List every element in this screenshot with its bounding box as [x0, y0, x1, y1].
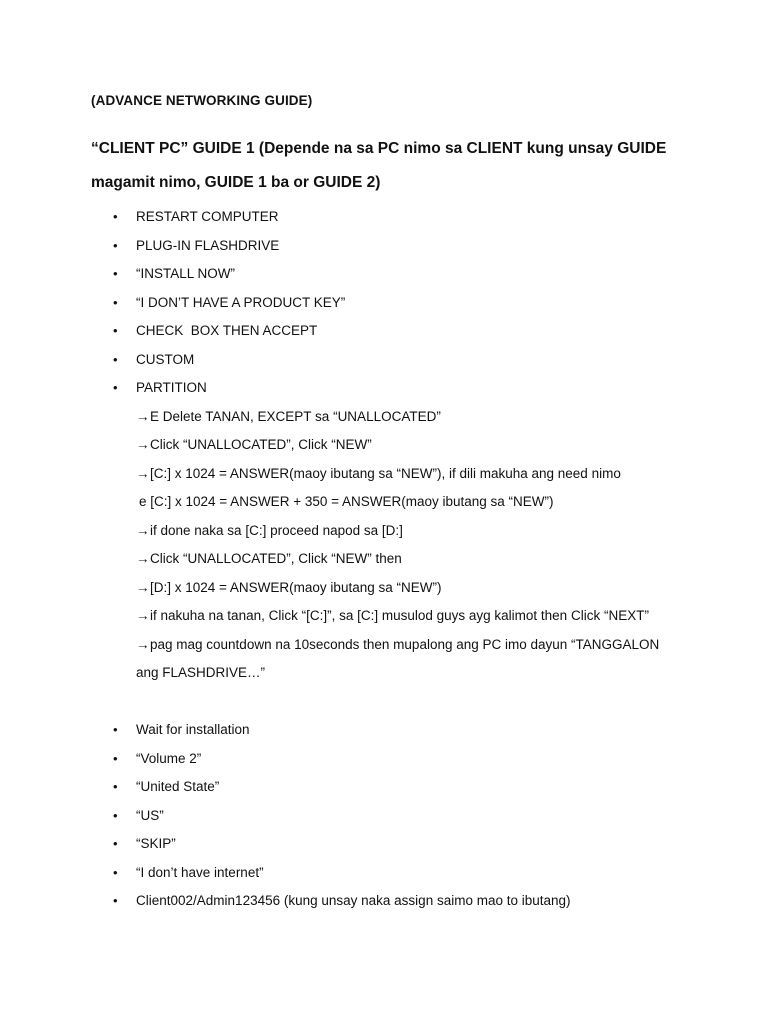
substep-text: E Delete TANAN, EXCEPT sa “UNALLOCATED”	[150, 408, 441, 424]
substep-item	[0, 574, 768, 603]
step-text: Wait for installation	[136, 722, 250, 737]
bullet-icon: •	[113, 807, 118, 823]
step-text: “SKIP”	[136, 836, 176, 851]
arrow-icon: →	[136, 551, 150, 566]
substep-text: [D:] x 1024 = ANSWER(maoy ibutang sa “NEW”)	[150, 579, 442, 595]
step-text: CUSTOM	[136, 351, 195, 367]
bullet-icon: •	[113, 323, 118, 338]
bullet-icon: •	[113, 893, 118, 908]
list-item	[0, 716, 768, 745]
bullet-icon: •	[113, 351, 118, 367]
substep-text: pag mag countdown na 10seconds then mupalong ang PC imo dayun “TANGGALON	[150, 636, 660, 652]
guide-title: “CLIENT PC” GUIDE 1 (Depende na sa PC nimo sa CLIENT kung unsay GUIDE magamit nimo, GUIDE 1 ba or GUIDE 2)	[91, 140, 667, 191]
substep-note	[0, 488, 768, 517]
substep-text: Click “UNALLOCATED”, Click “NEW” then	[150, 551, 402, 566]
substep-continuation	[0, 659, 768, 688]
bullet-icon: •	[113, 209, 118, 224]
bullet-icon: •	[113, 779, 118, 794]
bullet-icon: •	[113, 294, 118, 310]
list-item	[0, 773, 768, 802]
step-text: “INSTALL NOW”	[136, 266, 236, 281]
continuation-text: ang FLASHDRIVE…”	[136, 665, 266, 680]
step-text: “I DON’T HAVE A PRODUCT KEY”	[136, 294, 346, 310]
step-text: Client002/Admin123456 (kung unsay naka assign saimo mao to ibutang)	[136, 893, 571, 908]
arrow-icon: →	[136, 408, 150, 424]
step-text: “United State”	[136, 779, 220, 794]
steps-list	[0, 203, 768, 916]
list-item	[0, 745, 768, 774]
list-item	[0, 289, 768, 318]
substep-item	[0, 602, 768, 631]
substep-text: [C:] x 1024 = ANSWER(maoy ibutang sa “NEW”), if dili makuha ang need nimo	[150, 465, 621, 481]
step-text: RESTART COMPUTER	[136, 209, 279, 224]
arrow-icon: →	[136, 437, 150, 452]
substep-text: if done naka sa [C:] proceed napod sa [D:]	[150, 522, 403, 538]
substep-item	[0, 631, 768, 660]
substep-item	[0, 431, 768, 460]
bullet-icon: •	[113, 380, 118, 395]
document-header: (ADVANCE NETWORKING GUIDE)	[91, 93, 313, 108]
list-item	[0, 887, 768, 916]
arrow-icon: →	[136, 636, 150, 652]
substep-item	[0, 403, 768, 432]
bullet-icon: •	[113, 750, 118, 766]
list-item	[0, 317, 768, 346]
step-text: PLUG-IN FLASHDRIVE	[136, 237, 280, 253]
list-item	[0, 260, 768, 289]
substep-item	[0, 517, 768, 546]
note-text: e [C:] x 1024 = ANSWER + 350 = ANSWER(maoy ibutang sa “NEW”)	[139, 494, 554, 509]
arrow-icon: →	[136, 608, 150, 623]
list-item	[0, 802, 768, 831]
bullet-icon: •	[113, 864, 118, 880]
arrow-icon: →	[136, 465, 150, 481]
substep-item	[0, 460, 768, 489]
step-text: “US”	[136, 807, 164, 823]
substep-item	[0, 545, 768, 574]
spacer	[0, 688, 768, 717]
list-item	[0, 232, 768, 261]
substep-text: if nakuha na tanan, Click “[C:]”, sa [C:] musulod guys ayg kalimot then Click “NEXT”	[150, 608, 649, 623]
arrow-icon: →	[136, 579, 150, 595]
arrow-icon: →	[136, 522, 150, 538]
list-item	[0, 830, 768, 859]
substep-text: Click “UNALLOCATED”, Click “NEW”	[150, 437, 372, 452]
bullet-icon: •	[113, 722, 118, 737]
step-text: CHECK BOX THEN ACCEPT	[136, 323, 318, 338]
list-item	[0, 859, 768, 888]
step-text: “Volume 2”	[136, 750, 202, 766]
bullet-icon: •	[113, 266, 118, 281]
list-item	[0, 346, 768, 375]
bullet-icon: •	[113, 237, 118, 253]
step-text: “I don’t have internet”	[136, 864, 264, 880]
bullet-icon: •	[113, 836, 118, 851]
step-text: PARTITION	[136, 380, 207, 395]
list-item	[0, 374, 768, 403]
list-item	[0, 203, 768, 232]
